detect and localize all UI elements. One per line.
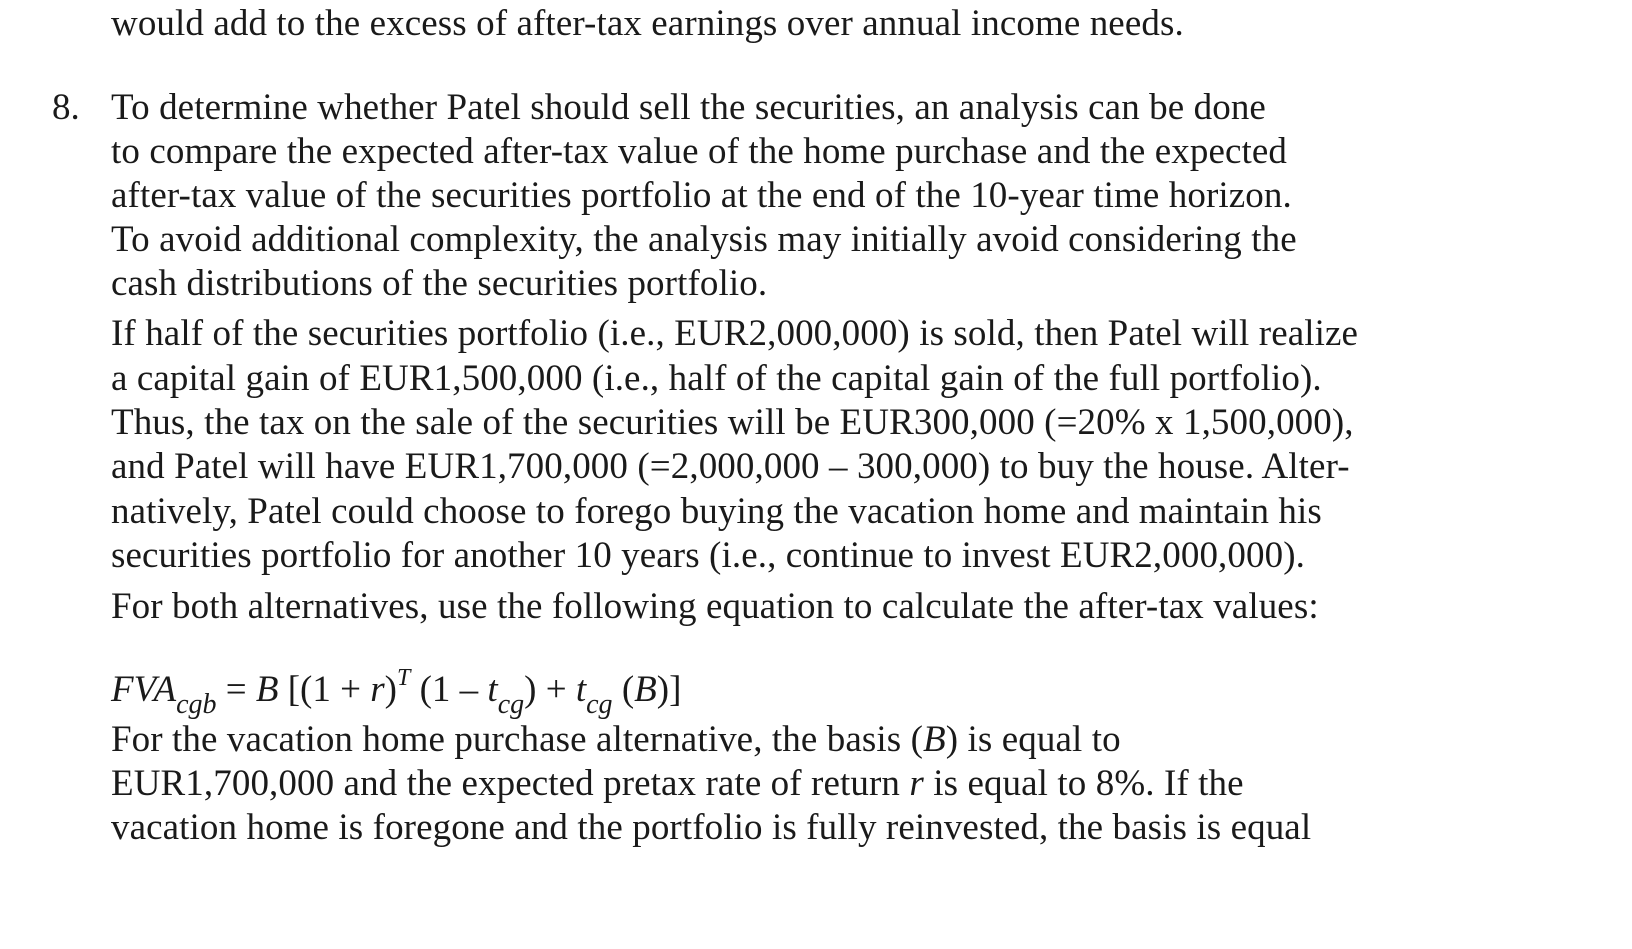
formula-b1: B [255, 669, 279, 710]
para2-line-2: a capital gain of EUR1,500,000 (i.e., half of the capital gain of the full portfolio). [111, 358, 1322, 399]
para4-line-3: vacation home is foregone and the portfolio is fully reinvested, the basis is equal [111, 807, 1312, 848]
para2-line-3: Thus, the tax on the sale of the securities will be EUR300,000 (=20% x 1,500,000), [111, 402, 1354, 443]
para1-line-1: To determine whether Patel should sell the securities, an analysis can be done [111, 87, 1266, 128]
formula-r: r [370, 669, 385, 710]
para1-line-3: after-tax value of the securities portfolio at the end of the 10-year time horizon. [111, 175, 1292, 216]
formula-part4: ) + [524, 669, 576, 710]
para4-l2-b: r [909, 763, 924, 804]
formula-fva-sub: cgb [176, 689, 217, 720]
formula-eq: = [216, 669, 256, 710]
para4-l1-c: ) is equal to [945, 719, 1121, 760]
formula-b2: B [634, 669, 657, 710]
para1-line-5: cash distributions of the securities portfolio. [111, 263, 768, 304]
para4-line-2 [111, 762, 1244, 806]
formula-t2-sub: cg [586, 689, 613, 720]
para2-line-4: and Patel will have EUR1,700,000 (=2,000,000 – 300,000) to buy the house. Alter- [111, 446, 1350, 487]
formula-t-exponent: T [396, 665, 411, 691]
para2-line-1: If half of the securities portfolio (i.e., EUR2,000,000) is sold, then Patel will realize [111, 313, 1359, 354]
formula-part1: [(1 + [278, 669, 371, 710]
para2-line-5: natively, Patel could choose to forego buying the vacation home and maintain his [111, 491, 1322, 532]
para1-line-4: To avoid additional complexity, the analysis may initially avoid considering the [111, 219, 1297, 260]
para3-line: For both alternatives, use the following equation to calculate the after-tax values: [111, 586, 1319, 627]
formula-t1-sub: cg [497, 689, 525, 720]
para4-l1-b: B [923, 719, 946, 760]
formula-part5: ( [612, 669, 635, 710]
formula-t2: t [575, 669, 587, 710]
formula-t1: t [487, 669, 498, 710]
para2-line-6: securities portfolio for another 10 years (i.e., continue to invest EUR2,000,000). [111, 535, 1305, 576]
fva-formula [111, 665, 682, 720]
formula-part6: )] [656, 669, 682, 710]
para4-line-1 [111, 718, 1121, 762]
para4-l2-c: is equal to 8%. If the [923, 763, 1244, 804]
formula-fva: FVA [111, 669, 177, 710]
item-number: 8. [52, 87, 80, 128]
para4-l1-a: For the vacation home purchase alternative, the basis ( [111, 719, 924, 760]
para4-l2-a: EUR1,700,000 and the expected pretax rate of return [111, 763, 910, 804]
formula-part2: ) [384, 669, 397, 710]
formula-part3: (1 – [410, 669, 488, 710]
intro-line: would add to the excess of after-tax earnings over annual income needs. [111, 3, 1184, 44]
para1-line-2: to compare the expected after-tax value of the home purchase and the expected [111, 131, 1287, 172]
